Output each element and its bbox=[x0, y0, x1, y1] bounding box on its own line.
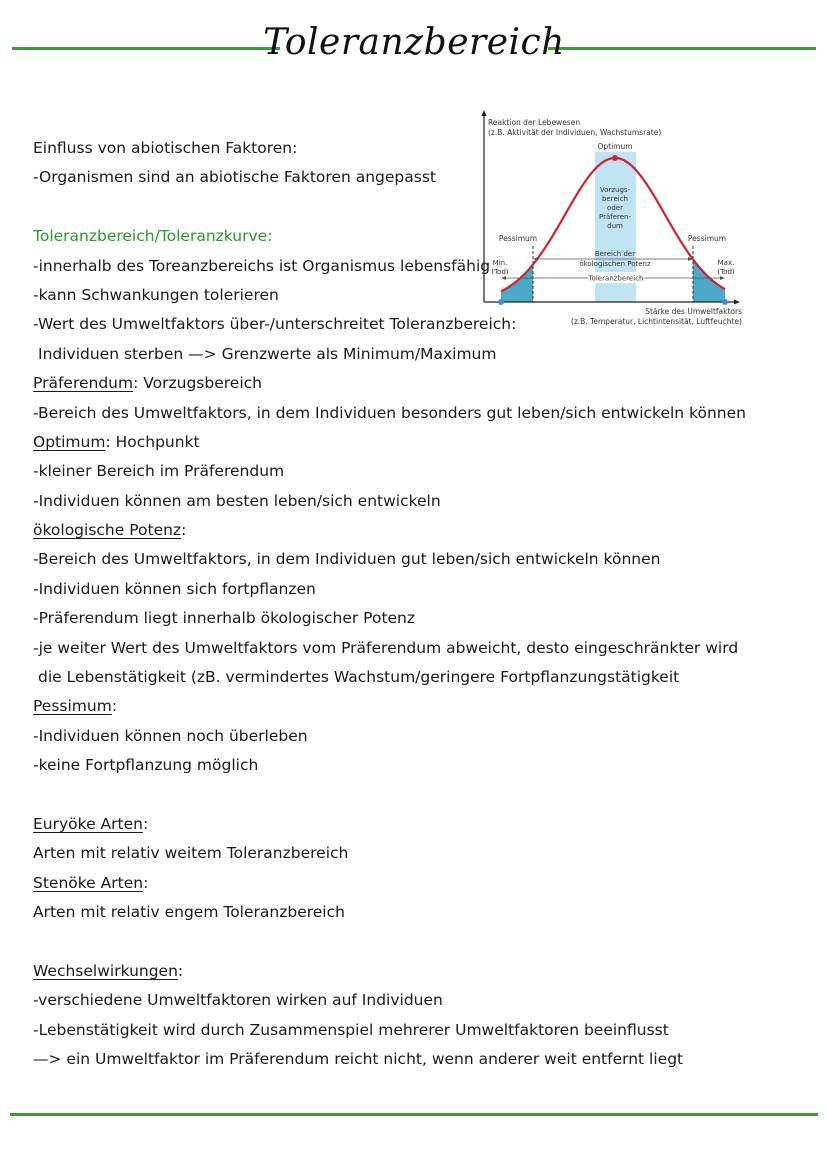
term-definition: : Hochpunkt bbox=[105, 432, 200, 451]
note-line: die Lebenstätigkeit (zB. vermindertes Wachstum/geringere Fortpflanzungstätigkeit bbox=[38, 668, 680, 687]
term-line-wechselwirkungen bbox=[33, 957, 673, 986]
term-pessimum: Pessimum bbox=[33, 697, 112, 716]
term-colon: : bbox=[142, 814, 149, 833]
praeferendum-label: Präferen- bbox=[598, 213, 632, 221]
note-line: -innerhalb des Toreanzbereichs ist Organismus lebensfähig bbox=[33, 256, 491, 275]
term-stenoeke-arten: Stenöke Arten bbox=[33, 873, 144, 892]
section-heading-toleranzkurve: Toleranzbereich/Toleranzkurve: bbox=[33, 227, 273, 246]
x-axis-sublabel: (z.B. Temperatur, Lichtintensität, Luftfeuchte) bbox=[570, 317, 742, 326]
potenz-label: ökologischen Potenz bbox=[579, 260, 651, 268]
note-line: -keine Fortpflanzung möglich bbox=[33, 756, 259, 775]
note-line: —> ein Umweltfaktor im Präferendum reicht nicht, wenn anderer weit entfernt liegt bbox=[33, 1050, 684, 1069]
note-line: -Organismen sind an abiotische Faktoren angepasst bbox=[33, 168, 436, 187]
spacer bbox=[33, 781, 673, 810]
note-line: -Lebenstätigkeit wird durch Zusammenspiel mehrerer Umweltfaktoren beeinflusst bbox=[33, 1020, 669, 1039]
note-line: -Individuen können noch überleben bbox=[33, 726, 308, 745]
optimum-label: Optimum bbox=[597, 142, 633, 151]
minimum-point bbox=[498, 299, 504, 305]
toleranz-arrow-left-icon bbox=[501, 276, 506, 280]
maximum-point bbox=[722, 299, 728, 305]
toleranz-label: Toleranzbereich bbox=[588, 274, 644, 283]
note-line: -kann Schwankungen tolerieren bbox=[33, 285, 279, 304]
term-line-praeferendum bbox=[33, 369, 673, 398]
note-line: -Wert des Umweltfaktors über-/unterschreitet Toleranzbereich: bbox=[33, 315, 517, 334]
note-line: Arten mit relativ engem Toleranzbereich bbox=[33, 903, 345, 922]
maximum-label: (Tod) bbox=[717, 268, 735, 276]
y-axis-arrow-icon bbox=[482, 110, 487, 116]
term-colon: : bbox=[111, 697, 118, 716]
note-line: -Präferendum liegt innerhalb ökologischer Potenz bbox=[33, 609, 416, 628]
note-line: Individuen sterben —> Grenzwerte als Minimum/Maximum bbox=[38, 344, 497, 363]
term-line-euryoeke bbox=[33, 810, 673, 839]
praeferendum-label: bereich bbox=[601, 195, 629, 203]
note-line: -verschiedene Umweltfaktoren wirken auf Individuen bbox=[33, 991, 443, 1010]
term-line-pessimum bbox=[33, 692, 673, 721]
note-line: -Individuen können sich fortpflanzen bbox=[33, 579, 316, 598]
y-axis-sublabel: (z.B. Aktivität der Individuen, Wachstumsrate) bbox=[488, 128, 662, 137]
note-line: -Bereich des Umweltfaktors, in dem Individuen gut leben/sich entwickeln können bbox=[33, 550, 661, 569]
praeferendum-label: dum bbox=[607, 222, 623, 230]
term-euryoeke-arten: Euryöke Arten bbox=[33, 814, 143, 833]
note-line: -Individuen können am besten leben/sich entwickeln bbox=[33, 491, 441, 510]
term-praeferendum: Präferendum bbox=[33, 374, 134, 393]
x-axis-label: Stärke des Umweltfaktors bbox=[645, 307, 742, 316]
note-line: -Bereich des Umweltfaktors, in dem Individuen besonders gut leben/sich entwickeln können bbox=[33, 403, 746, 422]
minimum-label: Min. bbox=[492, 259, 508, 267]
maximum-label: Max. bbox=[717, 259, 735, 267]
spacer bbox=[33, 928, 673, 957]
y-axis-label: Reaktion der Lebewesen bbox=[488, 118, 581, 127]
term-line-potenz bbox=[33, 516, 673, 545]
page-title: Toleranzbereich bbox=[263, 22, 565, 63]
term-line-optimum bbox=[33, 428, 673, 457]
toleranz-arrow-right-icon bbox=[720, 276, 725, 280]
term-colon: : bbox=[143, 873, 149, 892]
tolerance-curve-diagram bbox=[478, 108, 748, 333]
term-wechselwirkungen: Wechselwirkungen bbox=[33, 961, 178, 980]
x-axis-arrow-icon bbox=[734, 300, 740, 305]
pessimum-right-label: Pessimum bbox=[687, 234, 727, 243]
term-colon: : bbox=[177, 961, 184, 980]
term-colon: : bbox=[181, 521, 187, 540]
term-line-stenoeke bbox=[33, 869, 673, 898]
potenz-label: Bereich der bbox=[594, 250, 636, 258]
optimum-point bbox=[612, 155, 618, 161]
note-line: Einfluss von abiotischen Faktoren: bbox=[33, 139, 298, 157]
term-optimum: Optimum bbox=[33, 432, 106, 451]
praeferendum-label: Vorzugs- bbox=[599, 186, 631, 194]
minimum-label: (Tod) bbox=[491, 268, 509, 276]
note-line: -je weiter Wert des Umweltfaktors vom Präferendum abweicht, desto eingeschränkter wird bbox=[33, 638, 739, 657]
note-line: Arten mit relativ weitem Toleranzbereich bbox=[33, 844, 349, 863]
bottom-rule bbox=[10, 1113, 818, 1116]
note-line: -kleiner Bereich im Präferendum bbox=[33, 462, 285, 481]
term-definition: : Vorzugsbereich bbox=[133, 374, 262, 393]
pessimum-left-label: Pessimum bbox=[498, 234, 538, 243]
praeferendum-label: oder bbox=[607, 204, 623, 212]
term-oekologische-potenz: ökologische Potenz bbox=[33, 521, 182, 540]
